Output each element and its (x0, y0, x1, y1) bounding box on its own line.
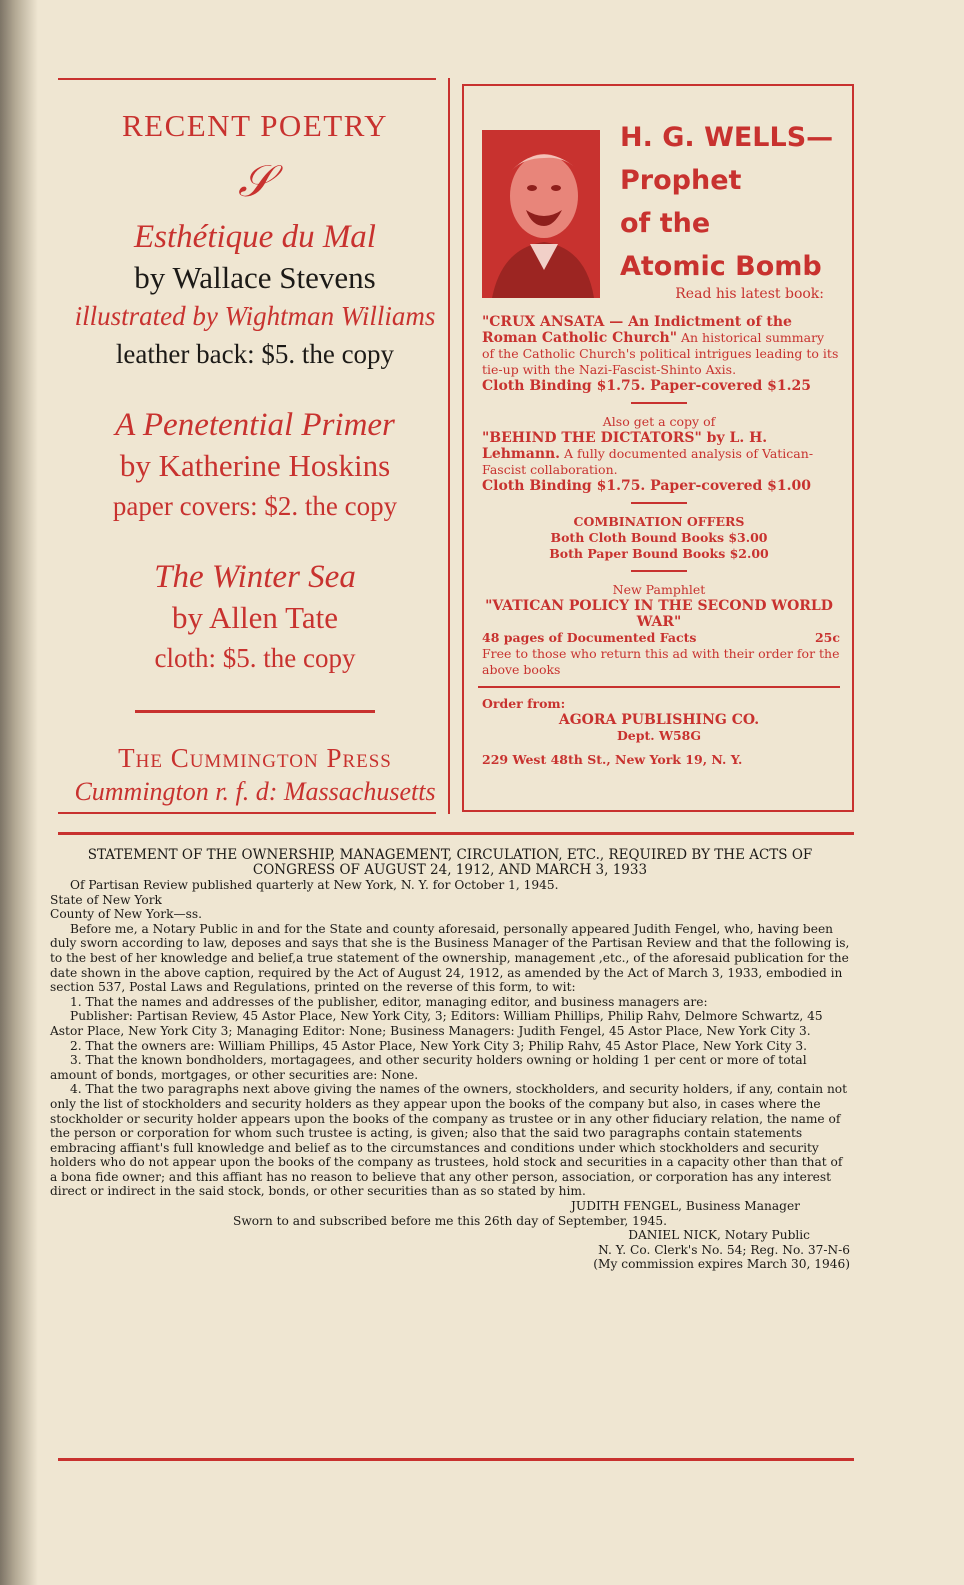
statement-paragraph: 1. That the names and addresses of the publisher, editor, managing editor, and business managers are: (70, 994, 708, 1009)
ad-body (472, 286, 846, 768)
combo-paper: Both Paper Bound Books $2.00 (549, 546, 769, 561)
pamphlet-pages-row (472, 630, 846, 646)
sworn-line: Sworn to and subscribed before me this 26th day of September, 1945. (232, 1213, 667, 1228)
statement-state: State of New York (50, 892, 162, 907)
book-price: paper covers: $2. the copy (112, 491, 398, 521)
statement-paragraph: Before me, a Notary Public in and for the State and county aforesaid, personally appeared Judith Fengel, who, having been duly sworn according to law, deposes and says that she is the Business Manager of the Partisan Review and that the following is, to the best of her knowledge and belief,a true statement of the ownership, management ,etc., of the aforesaid publication for the date shown in the above caption, required by the Act of August 24, 1912, as amended by the Act of March 3, 1933, embodied in section 537, Postal Laws and Regulations, printed on the reverse of this form, to wit: (50, 921, 850, 995)
divider (631, 502, 687, 504)
section-rule-top (58, 832, 854, 835)
clerk-no: N. Y. Co. Clerk's No. 54; Reg. No. 37-N-6 (598, 1242, 850, 1257)
publisher-dept: Dept. W58G (616, 728, 702, 743)
statement-paragraph: 2. That the owners are: William Phillips, 45 Astor Place, New York City 3; Philip Rahv, 45 Astor Place, New York City 3. (70, 1038, 807, 1053)
headline-line: of the (620, 208, 711, 239)
commission: (My commission expires March 30, 1946) (593, 1257, 850, 1272)
pamphlet-pages: 48 pages of Documented Facts (482, 630, 697, 645)
statement-paragraph: Publisher: Partisan Review, 45 Astor Place, New York City, 3; Editors: William Phillips, Philip Rahv, Delmore Schwartz, 45 Astor Place, New York City 3; Managing Editor: None; Business Managers: Judith Fengel, 45 Astor Place, New York City 3. (50, 1009, 823, 1038)
book-entry (70, 216, 440, 374)
book-title: The Winter Sea (154, 559, 356, 595)
book2-title: "BEHIND THE DICTATORS" by L. H. Lehmann. (482, 430, 768, 462)
divider (631, 402, 687, 404)
book-title: Esthétique du Mal (134, 219, 376, 255)
statement-of-line: Of Partisan Review published quarterly at New York, N. Y. for October 1, 1945. (70, 878, 559, 892)
book-illustrator: illustrated by Wightman Williams (74, 301, 436, 331)
book-price: cloth: $5. the copy (154, 643, 356, 673)
right-box-top-rule (462, 84, 854, 86)
book-entry (70, 556, 440, 678)
notary: DANIEL NICK, Notary Public (628, 1228, 810, 1243)
pamphlet-label: New Pamphlet (612, 582, 706, 597)
right-box-bottom-rule (462, 810, 854, 812)
book2-block (472, 430, 846, 494)
press-location: Cummington r. f. d: Massachusetts (74, 777, 436, 806)
hg-wells-portrait-image (482, 130, 600, 298)
order-from: Order from: (482, 696, 566, 711)
publisher-name: AGORA PUBLISHING CO. (558, 712, 760, 728)
press-name: The Cummington Press (118, 743, 392, 773)
right-box-left-rule (462, 84, 464, 812)
book1-desc: An historical summary of the Catholic Church's political intrigues leading to its tie-up with the Nazi-Fascist-Shinto Axis. (482, 330, 839, 377)
statement-paragraph: 3. That the known bondholders, mortagagees, and other security holders owning or holding 1 per cent or more of total amount of bonds, mortgages, or other securities are: None. (50, 1053, 807, 1082)
statement-heading: STATEMENT OF THE OWNERSHIP, MANAGEMENT, CIRCULATION, ETC., REQUIRED BY THE ACTS OF CONGRESS OF AUGUST 24, 1912, AND MARCH 3, 1933 (87, 847, 813, 878)
book1-block (472, 314, 846, 394)
column-divider (448, 78, 450, 814)
right-box-right-rule (852, 84, 854, 812)
divider (631, 570, 687, 572)
headline-line: Atomic Bomb (620, 251, 822, 282)
wells-headline (620, 116, 842, 288)
press-divider (135, 710, 375, 713)
book-entry (70, 404, 440, 526)
book-title: A Penetential Primer (115, 407, 395, 443)
left-bottom-rule (58, 812, 436, 814)
ornament-flourish: 𝒮 (237, 157, 273, 206)
ad-heading: RECENT POETRY (121, 108, 389, 143)
combo-cloth: Both Cloth Bound Books $3.00 (550, 530, 768, 545)
statement-county: County of New York—ss. (50, 907, 203, 922)
book2-desc: A fully documented analysis of Vatican-Fascist collaboration. (482, 446, 814, 477)
book-author: by Katherine Hoskins (119, 448, 391, 483)
book-author: by Allen Tate (171, 600, 338, 635)
book1-title: "CRUX ANSATA — An Indictment of the Roman Catholic Church" (482, 314, 792, 346)
signer: JUDITH FENGEL, Business Manager (571, 1199, 800, 1214)
also-get: Also get a copy of (602, 414, 716, 429)
combo-title: COMBINATION OFFERS (573, 514, 745, 529)
book-price: leather back: $5. the copy (115, 339, 395, 369)
headline-line: H. G. WELLS— (620, 122, 834, 153)
cummington-press-ad (70, 100, 440, 809)
read-latest: Read his latest book: (675, 286, 824, 302)
ownership-statement (50, 848, 850, 1272)
book-author: by Wallace Stevens (134, 260, 376, 295)
pamphlet-title: "VATICAN POLICY IN THE SECOND WORLD WAR" (485, 598, 833, 630)
pamphlet-price: 25c (814, 630, 840, 645)
page-spine-shadow (0, 0, 38, 1585)
left-top-rule (58, 78, 436, 80)
statement-paragraph: 4. That the two paragraphs next above giving the names of the owners, stockholders, and security holders, if any, contain not only the list of stockholders and security holders as they appear upon the books of the company but also, in cases where the stockholder or security holder appears upon the books of the company as trustee or in any other fiduciary relation, the name of the person or corporation for whom such trustee is acting, is given; also that the said two paragraphs contain statements embracing affiant's full knowledge and belief as to the circumstances and conditions under which stockholders and security holders who do not appear upon the books of the company as trustees, hold stock and securities in a capacity other than that of a bona fide owner; and this affiant has no reason to believe that any other person, association, or corporation has any interest direct or indirect in the said stock, bonds, or other securities than as so stated by him. (50, 1082, 848, 1199)
section-rule-bottom (58, 1458, 854, 1461)
book1-prices: Cloth Binding $1.75. Paper-covered $1.25 (482, 378, 811, 394)
pamphlet-free: Free to those who return this ad with their order for the above books (482, 646, 840, 677)
book2-prices: Cloth Binding $1.75. Paper-covered $1.00 (482, 478, 811, 494)
headline-line: Prophet (620, 165, 742, 196)
publisher-address: 229 West 48th St., New York 19, N. Y. (482, 752, 743, 767)
divider (478, 686, 840, 688)
